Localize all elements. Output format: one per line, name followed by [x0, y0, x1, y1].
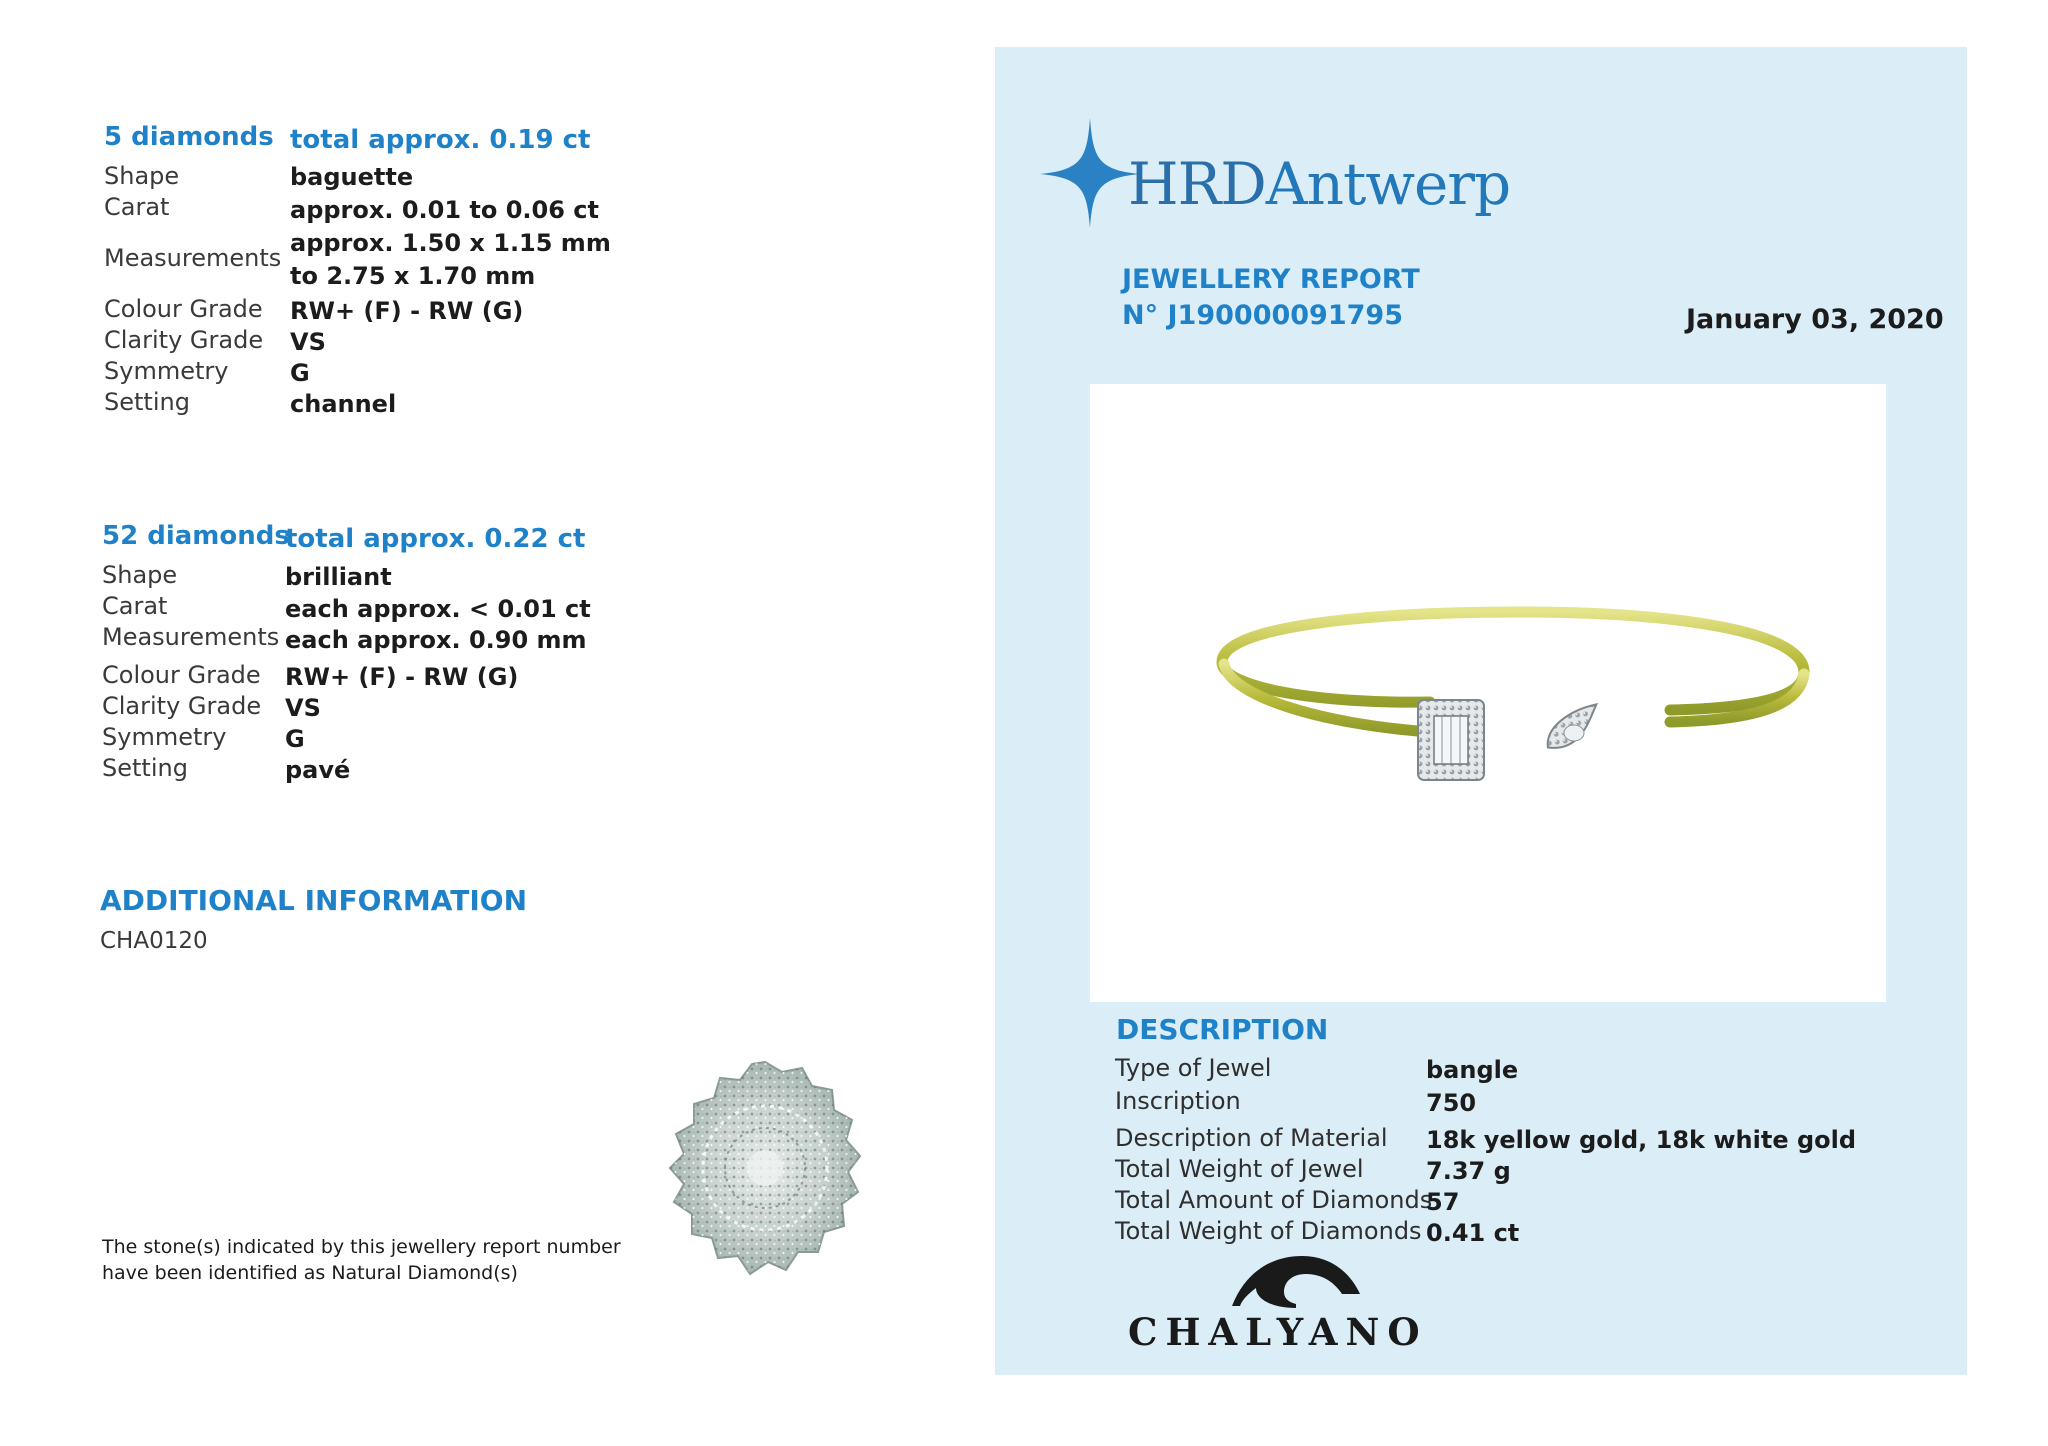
section1-value-shape: baguette — [290, 163, 414, 191]
section1-value-symmetry: G — [290, 359, 310, 387]
description-label-amount: Total Amount of Diamonds — [1115, 1186, 1433, 1214]
section2-label-shape: Shape — [102, 561, 178, 589]
description-label-type: Type of Jewel — [1115, 1054, 1272, 1082]
description-value-material: 18k yellow gold, 18k white gold — [1426, 1126, 1857, 1154]
section2-label-carat: Carat — [102, 592, 168, 620]
section2-total: total approx. 0.22 ct — [285, 524, 586, 554]
section2-count: 52 diamonds — [102, 521, 290, 551]
description-label-weight: Total Weight of Jewel — [1115, 1155, 1364, 1183]
section2-label-symmetry: Symmetry — [102, 723, 227, 751]
logo-text-antwerp: Antwerp — [1265, 150, 1511, 218]
section2-value-carat: each approx. < 0.01 ct — [285, 595, 591, 623]
natural-diamond-note-line1: The stone(s) indicated by this jewellery report number — [102, 1236, 621, 1258]
report-title: JEWELLERY REPORT — [1122, 264, 1420, 295]
hologram-seal-icon — [660, 1058, 870, 1290]
description-value-weight: 7.37 g — [1426, 1157, 1511, 1185]
description-title: DESCRIPTION — [1116, 1013, 1329, 1046]
description-label-total-weight: Total Weight of Diamonds — [1115, 1217, 1422, 1245]
natural-diamond-note-line2: have been identified as Natural Diamond(s) — [102, 1262, 518, 1284]
section1-value-colour: RW+ (F) - RW (G) — [290, 297, 524, 325]
section2-value-symmetry: G — [285, 725, 305, 753]
bangle-image-icon — [1200, 592, 1820, 832]
section2-value-shape: brilliant — [285, 563, 392, 591]
section2-label-colour: Colour Grade — [102, 661, 261, 689]
section1-label-carat: Carat — [104, 193, 170, 221]
section1-value-measurements-2: to 2.75 x 1.70 mm — [290, 262, 536, 290]
star-logo-icon — [1040, 118, 1140, 228]
section1-label-measurements: Measurements — [104, 244, 282, 272]
description-label-material: Description of Material — [1115, 1124, 1388, 1152]
description-value-type: bangle — [1426, 1056, 1519, 1084]
section1-total: total approx. 0.19 ct — [290, 125, 591, 155]
description-label-inscription: Inscription — [1115, 1087, 1241, 1115]
natural-diamond-note — [102, 1234, 621, 1286]
chalyano-logo-text: CHALYANO — [1128, 1310, 1428, 1354]
section1-label-shape: Shape — [104, 162, 180, 190]
logo-text-hrd: HRD — [1128, 150, 1266, 218]
section2-value-measurements: each approx. 0.90 mm — [285, 626, 587, 654]
section2-value-setting: pavé — [285, 756, 351, 784]
additional-info-value: CHA0120 — [100, 928, 208, 954]
section1-value-setting: channel — [290, 390, 397, 418]
section2-label-measurements: Measurements — [102, 623, 280, 651]
section1-label-colour: Colour Grade — [104, 295, 263, 323]
section1-value-measurements: approx. 1.50 x 1.15 mm — [290, 229, 611, 257]
chalyano-mark-icon — [1226, 1252, 1364, 1310]
section1-label-symmetry: Symmetry — [104, 357, 229, 385]
section1-value-carat: approx. 0.01 to 0.06 ct — [290, 196, 599, 224]
section1-count: 5 diamonds — [104, 122, 274, 152]
section1-value-clarity: VS — [290, 328, 326, 356]
section2-label-clarity: Clarity Grade — [102, 692, 262, 720]
description-value-total-weight: 0.41 ct — [1426, 1219, 1520, 1247]
section2-value-colour: RW+ (F) - RW (G) — [285, 663, 519, 691]
section1-label-setting: Setting — [104, 388, 190, 416]
report-number: N° J190000091795 — [1122, 300, 1403, 331]
section2-label-setting: Setting — [102, 754, 188, 782]
additional-info-title: ADDITIONAL INFORMATION — [100, 884, 528, 917]
hrd-antwerp-logo — [1128, 150, 1510, 218]
description-value-amount: 57 — [1426, 1188, 1460, 1216]
report-date: January 03, 2020 — [1686, 304, 1944, 335]
section2-value-clarity: VS — [285, 694, 321, 722]
description-value-inscription: 750 — [1426, 1089, 1477, 1117]
section1-label-clarity: Clarity Grade — [104, 326, 264, 354]
